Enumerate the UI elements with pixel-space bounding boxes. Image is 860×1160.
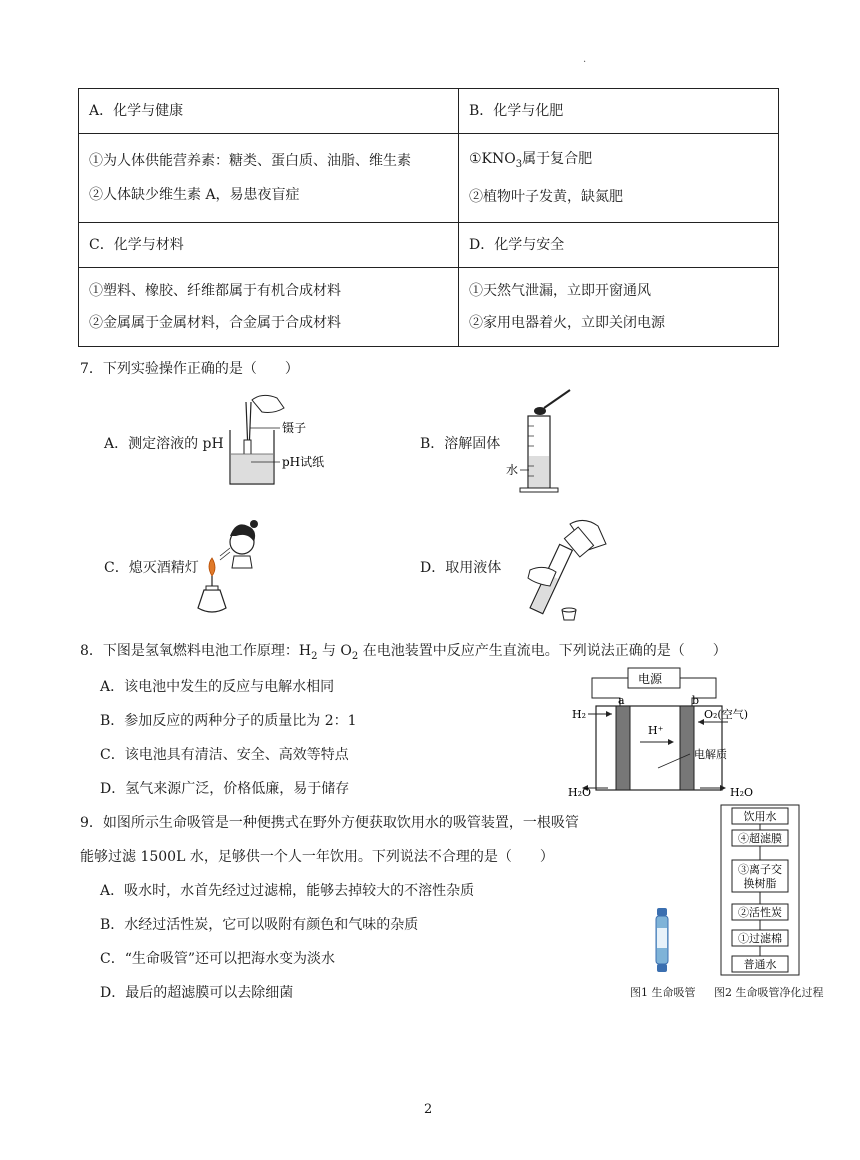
electrode-a-label: a xyxy=(618,694,625,707)
dissolve-solid-illustration xyxy=(500,386,590,496)
cell-b-body xyxy=(459,134,779,223)
flow-ion-exchange-2: 换树脂 xyxy=(743,877,777,890)
q8-stem: 8．下图是氢氧燃料电池工作原理：$H_2$ 与 $O_2$ 在电池装置中反应产生直流电。下列说法正确的是（ ） xyxy=(80,643,727,662)
electrode-b-label: b xyxy=(692,694,700,707)
figure-1-caption: 图1 生命吸管 xyxy=(630,986,696,999)
tweezers-label: 镊子 xyxy=(282,421,307,435)
b-line-1: $①KNO_3$属于复合肥 xyxy=(469,151,593,170)
q8-option-c: C．该电池具有清洁、安全、高效等特点 xyxy=(100,747,349,763)
q9-stem-line-2: 能够过滤 1500L 水，足够供一个人一年饮用。下列说法不合理的是（ ） xyxy=(80,849,554,865)
cell-d-head: D．化学与安全 xyxy=(459,223,779,268)
q9-option-b: B．水经过活性炭，它可以吸附有颜色和气味的杂质 xyxy=(100,917,419,933)
q7-option-d: D．取用液体 xyxy=(420,560,502,576)
life-straw-icon xyxy=(648,906,676,974)
d-line-1: ①天然气泄漏，立即开窗通风 xyxy=(469,283,651,299)
h2o-right-label: H₂O xyxy=(730,786,754,799)
q9-option-c: C．“生命吸管”还可以把海水变为淡水 xyxy=(100,951,336,967)
q7-option-c: C．熄灭酒精灯 xyxy=(104,560,199,576)
ph-paper-label: pH试纸 xyxy=(282,455,325,469)
q7-stem: 7．下列实验操作正确的是（ ） xyxy=(80,361,299,377)
pour-liquid-illustration xyxy=(510,514,620,624)
water-label: 水 xyxy=(506,463,519,477)
q9-option-a: A．吸水时，水首先经过过滤棉，能够去掉较大的不溶性杂质 xyxy=(100,883,475,899)
flow-filter-cotton: ①过滤棉 xyxy=(738,932,782,945)
a-line-1: ①为人体供能营养素：糖类、蛋白质、油脂、维生素 xyxy=(89,153,411,169)
q8-option-a: A．该电池中发生的反应与电解水相同 xyxy=(100,679,335,695)
c-line-1: ①塑料、橡胶、纤维都属于有机合成材料 xyxy=(89,283,341,299)
q8-option-b: B．参加反应的两种分子的质量比为 2：1 xyxy=(100,713,357,729)
a-line-2: ②人体缺少维生素 A，易患夜盲症 xyxy=(89,187,300,203)
q7-option-a: A．测定溶液的 pH xyxy=(104,436,224,452)
flow-drinking-water: 饮用水 xyxy=(743,810,777,823)
q9-option-d: D．最后的超滤膜可以去除细菌 xyxy=(100,985,294,1001)
q7-option-b: B．溶解固体 xyxy=(420,436,501,452)
top-mark: . xyxy=(583,54,587,65)
cell-b-head: B．化学与化肥 xyxy=(459,89,779,134)
h2-label: H₂ xyxy=(572,708,587,721)
electrolyte-label: 电解质 xyxy=(694,748,727,761)
cell-a-head: A．化学与健康 xyxy=(79,89,459,134)
power-source-label: 电源 xyxy=(638,672,663,686)
fuel-cell-diagram xyxy=(568,664,768,804)
purification-flow-chart xyxy=(720,804,800,976)
cell-c-body xyxy=(79,268,459,347)
b-line-2: ②植物叶子发黄，缺氮肥 xyxy=(469,188,623,205)
figure-2-caption: 图2 生命吸管净化过程 xyxy=(714,986,824,999)
flow-ordinary-water: 普通水 xyxy=(743,958,777,971)
flow-ion-exchange-1: ③离子交 xyxy=(738,863,782,876)
h2o-left-label: H₂O xyxy=(568,786,592,799)
o2-label: O₂(空气) xyxy=(704,708,749,721)
alcohol-lamp-illustration xyxy=(190,512,280,622)
cell-c-head: C．化学与材料 xyxy=(79,223,459,268)
cell-a-body xyxy=(79,134,459,223)
c-line-2: ②金属属于金属材料，合金属于合成材料 xyxy=(89,315,341,331)
q9-stem-line-1: 9．如图所示生命吸管是一种便携式在野外方便获取饮用水的吸管装置，一根吸管 xyxy=(80,815,579,831)
flow-ultrafiltration: ④超滤膜 xyxy=(738,832,782,845)
knowledge-table xyxy=(78,88,779,347)
flow-activated-carbon: ②活性炭 xyxy=(738,906,782,919)
page-number: 2 xyxy=(424,1102,433,1117)
cell-d-body xyxy=(459,268,779,347)
h-plus-label: H⁺ xyxy=(648,724,664,737)
d-line-2: ②家用电器着火，立即关闭电源 xyxy=(469,315,665,331)
q8-option-d: D．氢气来源广泛，价格低廉，易于储存 xyxy=(100,781,350,797)
ph-test-illustration xyxy=(222,390,332,490)
